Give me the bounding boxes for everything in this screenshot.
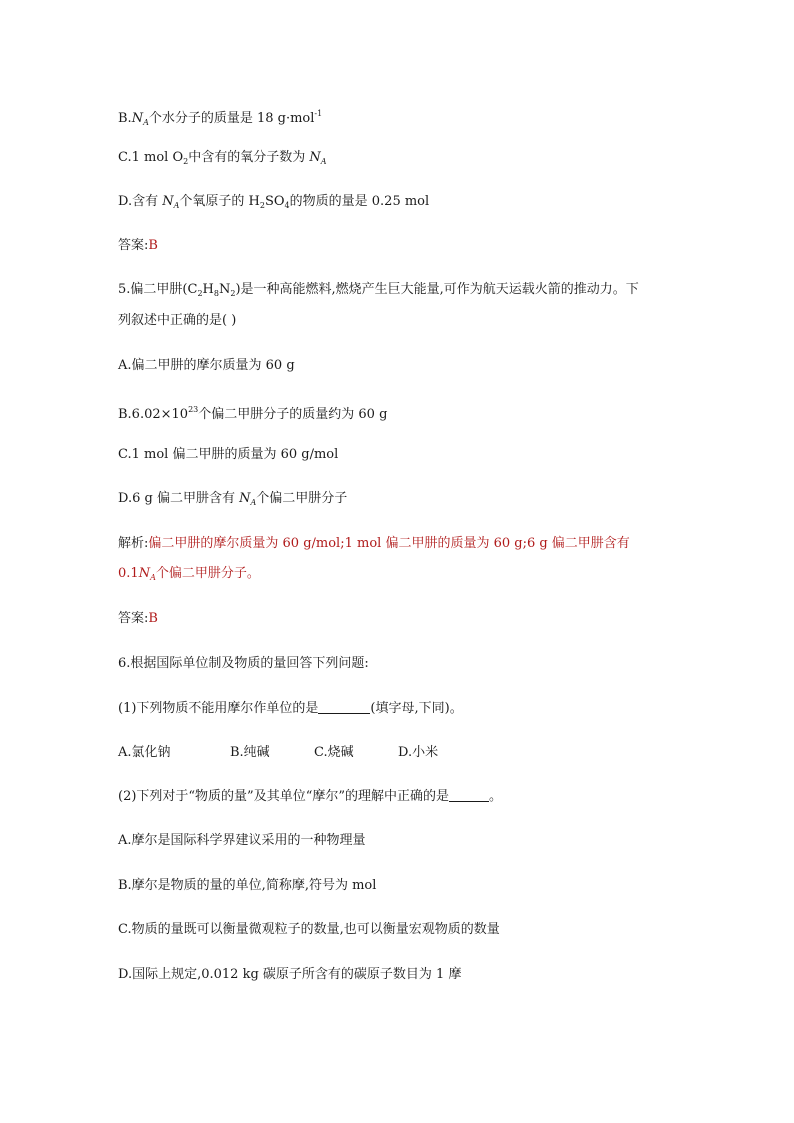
q4-option-d-formula: SO: [264, 194, 285, 209]
answer-value: B: [148, 238, 158, 253]
answer-label: 答案:: [118, 238, 149, 253]
q5-analysis-line-1: [118, 536, 630, 552]
q5-option-d-text: 个偏二甲肼分子: [256, 491, 348, 506]
avogadro-subscript: A: [150, 573, 156, 582]
q5-option-d: [118, 491, 347, 511]
q6-part-2-option-b: B.摩尔是物质的量的单位,简称摩,符号为 mol: [118, 878, 377, 893]
q5-option-b-prefix: B.6.02×10: [118, 407, 189, 422]
q6-part-1-option-a: A.氯化钠: [118, 745, 171, 760]
q4-option-d-text: 个氧原子的 H: [179, 194, 260, 209]
q5-stem-line-1: [118, 282, 639, 302]
formula-subscript: 2: [259, 201, 265, 210]
answer-value: B: [148, 611, 158, 626]
q6-part-2-option-c: C.物质的量既可以衡量微观粒子的数量,也可以衡量宏观物质的数量: [118, 922, 500, 937]
q5-option-c: C.1 mol 偏二甲肼的质量为 60 g/mol: [118, 447, 339, 462]
q6-part-1: [118, 701, 463, 717]
avogadro-symbol: N: [138, 566, 151, 581]
q4-option-c: [118, 150, 327, 170]
q6-part-2-option-a: A.摩尔是国际科学界建议采用的一种物理量: [118, 833, 366, 848]
formula-subscript: 2: [230, 289, 236, 298]
formula-subscript: 2: [197, 289, 203, 298]
avogadro-symbol: N: [239, 491, 251, 506]
q5-stem-line-2: 列叙述中正确的是( ): [118, 313, 237, 328]
formula-subscript: 8: [213, 289, 219, 298]
q4-option-d-tail: 的物质的量是 0.25 mol: [289, 194, 430, 209]
q6-stem: 6.根据国际单位制及物质的量回答下列问题:: [118, 656, 369, 671]
q4-option-b-prefix: B.: [118, 111, 132, 126]
analysis-label: 解析:: [118, 536, 149, 551]
avogadro-subscript: A: [143, 118, 149, 127]
avogadro-subscript: A: [320, 157, 327, 166]
q5-stem-part: 5.偏二甲肼(C: [118, 282, 198, 297]
analysis-text: 偏二甲肼的摩尔质量为 60 g/mol;1 mol 偏二甲肼的质量为 60 g;6 g 偏二甲肼含有: [148, 536, 630, 551]
avogadro-symbol: N: [309, 150, 321, 165]
analysis-text: 个偏二甲肼分子。: [155, 566, 260, 581]
q6-part-1-text: (1)下列物质不能用摩尔作单位的是: [118, 701, 319, 716]
unit-superscript: -1: [314, 109, 323, 118]
q6-part-2-text: (2)下列对于“物质的量”及其单位“摩尔”的理解中正确的是: [118, 789, 449, 804]
q6-part-1-option-c: C.烧碱: [314, 745, 354, 760]
formula-subscript: 2: [183, 157, 189, 166]
q6-part-1-tail: (填字母,下同)。: [370, 701, 463, 716]
q5-option-a: A.偏二甲肼的摩尔质量为 60 g: [118, 358, 295, 373]
avogadro-symbol: N: [162, 194, 174, 209]
q5-answer: [118, 611, 158, 627]
q4-option-b: [118, 106, 322, 131]
q4-option-d: [118, 194, 429, 214]
q5-stem-part: N: [218, 282, 231, 297]
q4-option-d-prefix: D.含有: [118, 194, 163, 209]
answer-blank[interactable]: [449, 789, 489, 802]
q4-option-c-text: 中含有的氧分子数为: [188, 150, 310, 165]
q5-option-b-text: 个偏二甲肼分子的质量约为 60 g: [198, 407, 388, 422]
q5-stem-part: H: [202, 282, 214, 297]
q6-part-1-option-b: B.纯碱: [230, 745, 270, 760]
q5-option-d-prefix: D.6 g 偏二甲肼含有: [118, 491, 240, 506]
q4-option-b-text: 个水分子的质量是 18 g·mol: [148, 111, 315, 126]
q4-option-c-prefix: C.1 mol O: [118, 150, 184, 165]
formula-subscript: 4: [284, 201, 290, 210]
q5-option-b: [118, 402, 387, 423]
avogadro-subscript: A: [250, 498, 257, 507]
exponent-superscript: 23: [188, 405, 199, 414]
q4-answer: [118, 238, 158, 254]
answer-blank[interactable]: [318, 701, 370, 714]
analysis-text: 0.1: [118, 566, 139, 581]
avogadro-symbol: N: [131, 111, 144, 126]
q6-part-1-option-d: D.小米: [398, 745, 439, 760]
answer-label: 答案:: [118, 611, 149, 626]
q6-part-2-tail: 。: [489, 789, 503, 804]
avogadro-subscript: A: [173, 201, 180, 210]
q6-part-2: [118, 789, 502, 805]
q6-part-1-options: [118, 745, 438, 761]
q5-analysis-line-2: [118, 566, 260, 586]
q6-part-2-option-d: D.国际上规定,0.012 kg 碳原子所含有的碳原子数目为 1 摩: [118, 967, 462, 982]
q5-stem-part: )是一种高能燃料,燃烧产生巨大能量,可作为航天运载火箭的推动力。下: [235, 282, 639, 297]
